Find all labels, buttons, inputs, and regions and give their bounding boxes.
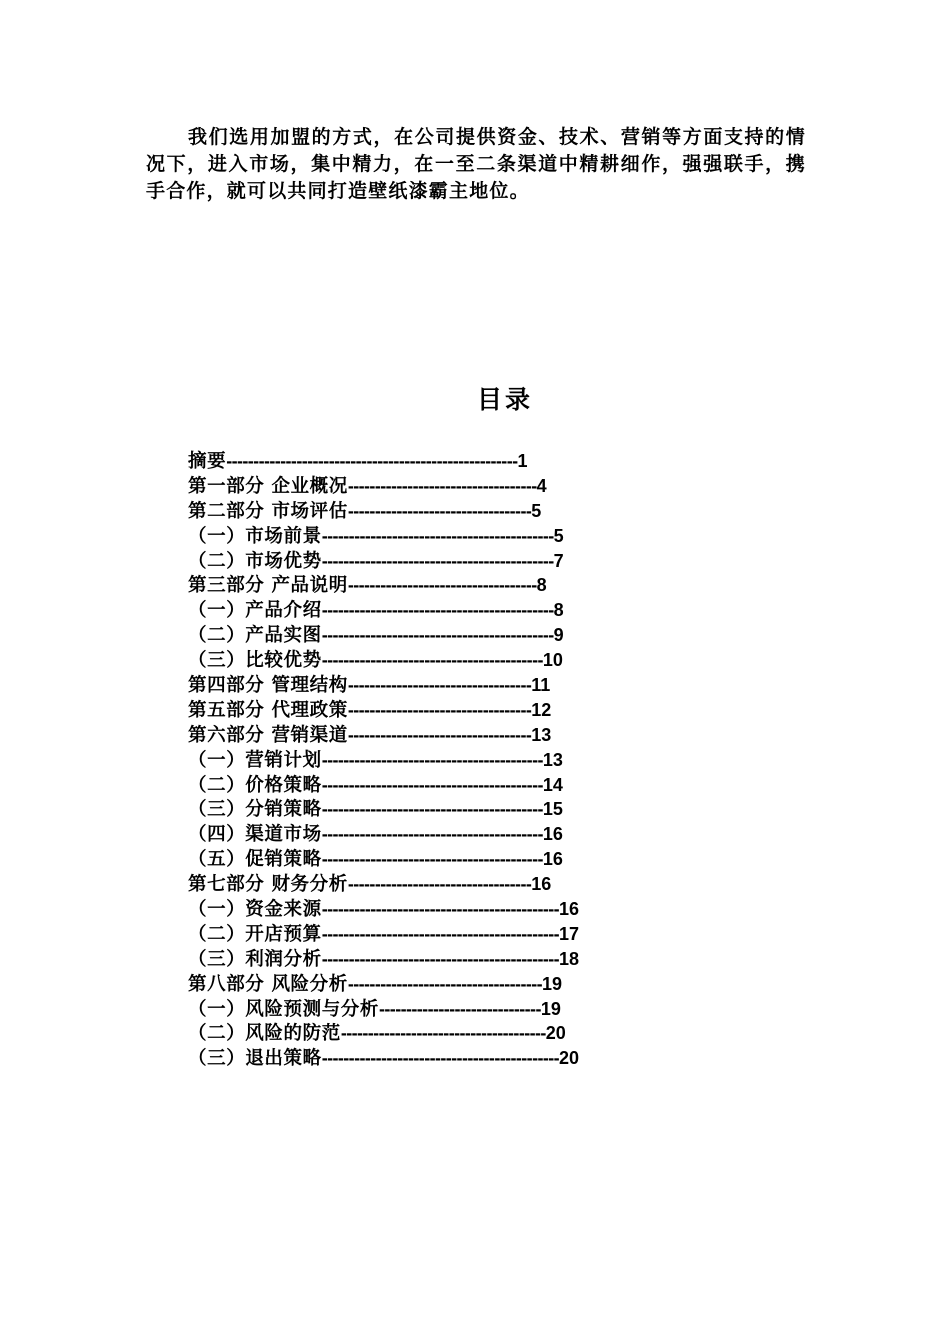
toc-entry-page-number: 16 [531, 874, 552, 895]
toc-entry-label: 第三部分 产品说明 [188, 575, 348, 597]
toc-entry-label: 第六部分 营销渠道 [188, 724, 348, 746]
toc-entry-leader: ----------------------------------------- [321, 650, 543, 671]
toc-entry-leader: ------------------------------ [379, 998, 541, 1019]
toc-entry-label: 第一部分 企业概况 [188, 475, 348, 497]
toc-entry-label: （三）退出策略 [188, 1048, 322, 1070]
toc-entry-page-number: 9 [553, 625, 564, 646]
toc-entry-label: （三）比较优势 [188, 650, 322, 672]
toc-entry [188, 820, 579, 845]
toc-entry [188, 1044, 579, 1069]
toc-entry-page-number: 12 [531, 699, 552, 720]
toc-entry [188, 571, 579, 596]
toc-entry-label: （二）开店预算 [188, 923, 322, 945]
toc-entry-label: 第八部分 风险分析 [188, 973, 348, 995]
toc-entry [188, 970, 579, 995]
toc-entry-leader: ----------------------------------- [347, 575, 537, 596]
toc-entry [188, 497, 579, 522]
toc-entry-page-number: 13 [542, 749, 563, 770]
toc-entry-label: （二）价格策略 [188, 774, 322, 796]
toc-entry-leader: ------------------------------------------- [321, 550, 554, 571]
toc-entry-label: （一）资金来源 [188, 899, 322, 921]
toc-entry-page-number: 13 [531, 724, 552, 745]
toc-entry-label: 第四部分 管理结构 [188, 675, 348, 697]
toc-entry-leader: ----------------------------------------- [321, 774, 543, 795]
toc-entry-page-number: 16 [559, 899, 580, 920]
toc-entry-leader: ------------------------------------------- [321, 625, 554, 646]
toc-entry [188, 472, 579, 497]
toc-entry [188, 621, 579, 646]
toc-entry-leader: ----------------------------------------- [321, 749, 543, 770]
toc-entry-label: （一）产品介绍 [188, 600, 322, 622]
toc-entry-leader: ------------------------------------------- [321, 525, 554, 546]
toc-entry-leader: ---------------------------------- [347, 874, 532, 895]
toc-entry-label: （三）分销策略 [188, 799, 322, 821]
toc-entry-leader: ----------------------------------------- [321, 799, 543, 820]
toc-entry-page-number: 16 [542, 824, 563, 845]
toc-entry-label: （一）营销计划 [188, 749, 322, 771]
toc-entry-page-number: 14 [542, 774, 563, 795]
toc-entry [188, 447, 579, 472]
toc-entry-leader: ----------------------------------------- [321, 849, 543, 870]
toc-entry-label: （一）风险预测与分析 [188, 998, 380, 1020]
toc-entry-page-number: 17 [559, 923, 580, 944]
toc-entry [188, 696, 579, 721]
toc-entry [188, 795, 579, 820]
toc-entry-leader: ---------------------------------- [347, 699, 532, 720]
toc-entry-page-number: 5 [553, 525, 564, 546]
toc-entry-page-number: 19 [540, 998, 561, 1019]
toc-entry-page-number: 5 [531, 500, 542, 521]
toc-entry-label: 第二部分 市场评估 [188, 500, 348, 522]
toc-entry [188, 746, 579, 771]
toc-entry [188, 995, 579, 1020]
toc-entry [188, 945, 579, 970]
toc-entry-page-number: 8 [553, 600, 564, 621]
toc-entry-page-number: 20 [559, 1048, 580, 1069]
toc-entry [188, 895, 579, 920]
toc-entry-page-number: 10 [542, 650, 563, 671]
toc-entry-leader: ---------------------------------- [347, 675, 532, 696]
toc-entry [188, 870, 579, 895]
toc-entry-page-number: 18 [559, 948, 580, 969]
toc-entry [188, 522, 579, 547]
toc-entry-page-number: 11 [531, 675, 551, 696]
toc-entry [188, 845, 579, 870]
toc-entry-leader: -------------------------------------------- [321, 899, 560, 920]
toc-entry-page-number: 16 [542, 849, 563, 870]
toc-entry-label: 第七部分 财务分析 [188, 874, 348, 896]
toc-entry-leader: ---------------------------------- [347, 500, 532, 521]
toc-entry [188, 1019, 579, 1044]
toc-entry-leader: -------------------------------------------- [321, 948, 560, 969]
toc-entry-label: （五）促销策略 [188, 849, 322, 871]
toc-entry-leader: ------------------------------------------- [321, 600, 554, 621]
toc-entry-label: （三）利润分析 [188, 948, 322, 970]
toc-entry [188, 920, 579, 945]
toc-entry-label: 摘要 [188, 451, 227, 472]
toc-entry-label: （二）风险的防范 [188, 1023, 341, 1045]
toc-entry [188, 547, 579, 572]
intro-paragraph: 我们选用加盟的方式，在公司提供资金、技术、营销等方面支持的情况下，进入市场，集中精力，在一至二条渠道中精耕细作，强强联手，携手合作，就可以共同打造壁纸漆霸主地位。 [146, 126, 806, 202]
toc-entry-page-number: 4 [536, 475, 547, 496]
toc-title: 目录 [476, 385, 533, 414]
toc-entry-label: （二）产品实图 [188, 625, 322, 647]
toc-entry-page-number: 8 [536, 575, 547, 596]
toc-entry [188, 721, 579, 746]
toc-entry-label: 第五部分 代理政策 [188, 699, 348, 721]
table-of-contents [188, 447, 579, 1069]
toc-entry-leader: ------------------------------------------------------ [226, 451, 518, 471]
toc-entry-leader: -------------------------------------------- [321, 923, 560, 944]
toc-entry [188, 671, 579, 696]
toc-entry-label: （四）渠道市场 [188, 824, 322, 846]
toc-entry-leader: ---------------------------------- [347, 724, 532, 745]
toc-entry-label: （一）市场前景 [188, 525, 322, 547]
toc-entry-page-number: 7 [553, 550, 564, 571]
toc-entry-leader: -------------------------------------- [340, 1023, 546, 1044]
toc-entry-label: （二）市场优势 [188, 550, 322, 572]
toc-entry-leader: -------------------------------------------- [321, 1048, 560, 1069]
toc-entry-page-number: 1 [517, 451, 528, 471]
toc-entry-leader: ----------------------------------- [347, 475, 537, 496]
toc-entry-page-number: 15 [542, 799, 563, 820]
toc-entry [188, 646, 579, 671]
toc-entry-page-number: 20 [545, 1023, 566, 1044]
toc-entry-leader: ------------------------------------ [347, 973, 543, 994]
toc-entry [188, 771, 579, 796]
toc-entry [188, 596, 579, 621]
toc-entry-leader: ----------------------------------------- [321, 824, 543, 845]
toc-entry-page-number: 19 [542, 973, 563, 994]
